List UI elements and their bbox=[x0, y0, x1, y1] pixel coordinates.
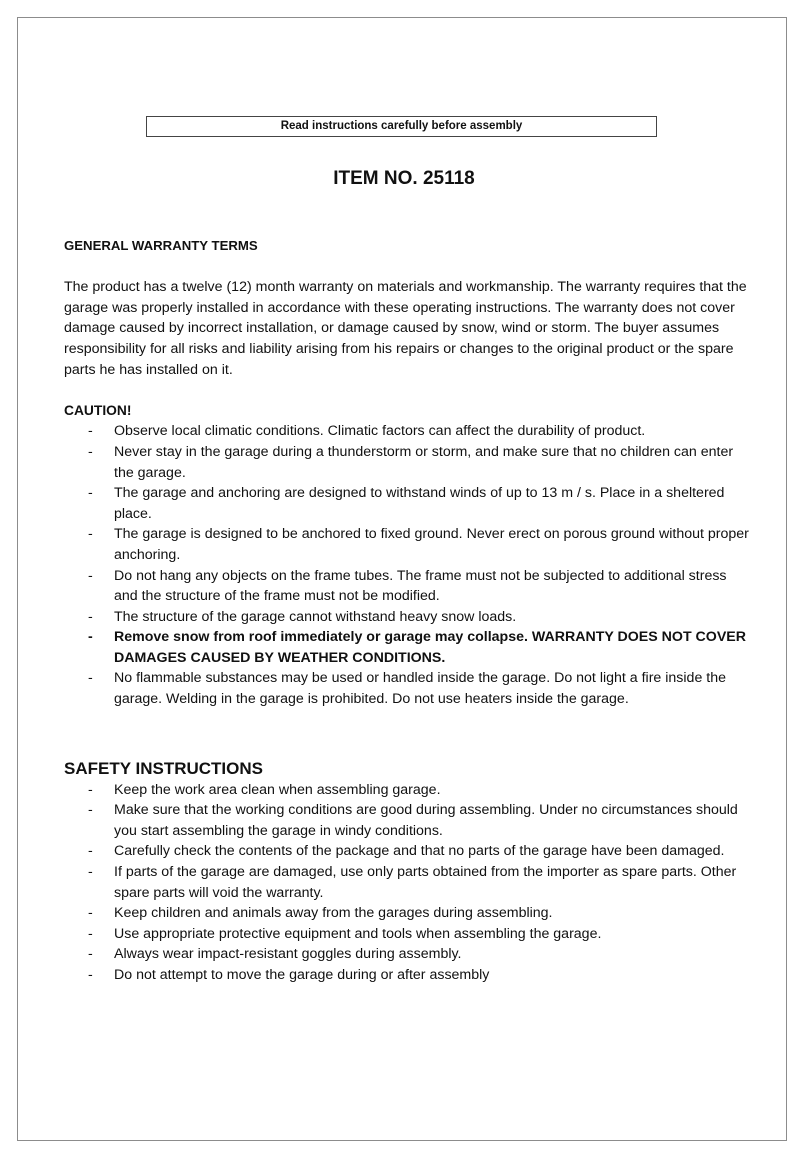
item-number-title: ITEM NO. 25118 bbox=[333, 168, 475, 189]
list-item: - Observe local climatic conditions. Climatic factors can affect the durability of product. bbox=[64, 421, 754, 442]
list-item: - Make sure that the working conditions are good during assembling. Under no circumstances should you start assembling the garage in windy conditions. bbox=[64, 800, 754, 841]
list-item: - The garage is designed to be anchored to fixed ground. Never erect on porous ground without proper anchoring. bbox=[64, 524, 754, 565]
caution-heading: CAUTION! bbox=[64, 402, 132, 418]
list-item: - Do not hang any objects on the frame tubes. The frame must not be subjected to additional stress and the structure of the frame must not be modified. bbox=[64, 566, 754, 607]
list-item: - If parts of the garage are damaged, use only parts obtained from the importer as spare parts. Other spare parts will void the warranty. bbox=[64, 862, 754, 903]
list-item: - Never stay in the garage during a thunderstorm or storm, and make sure that no children can enter the garage. bbox=[64, 442, 754, 483]
warranty-heading: GENERAL WARRANTY TERMS bbox=[64, 238, 258, 253]
list-item-weather-warning: - Remove snow from roof immediately or garage may collapse. WARRANTY DOES NOT COVER DAMAGES CAUSED BY WEATHER CONDITIONS. bbox=[64, 627, 754, 668]
list-item: - The structure of the garage cannot withstand heavy snow loads. bbox=[64, 607, 754, 628]
list-item: - Keep the work area clean when assembling garage. bbox=[64, 780, 754, 801]
safety-heading: SAFETY INSTRUCTIONS bbox=[64, 758, 263, 778]
list-item: - Carefully check the contents of the package and that no parts of the garage have been damaged. bbox=[64, 841, 754, 862]
assembly-notice-banner: Read instructions carefully before assembly bbox=[146, 116, 657, 137]
list-item: - No flammable substances may be used or handled inside the garage. Do not light a fire inside the garage. Welding in the garage is prohibited. Do not use heaters inside the garage. bbox=[64, 668, 754, 709]
safety-list bbox=[64, 780, 754, 986]
list-item: - Always wear impact-resistant goggles during assembly. bbox=[64, 944, 754, 965]
list-item: - Do not attempt to move the garage during or after assembly bbox=[64, 965, 754, 986]
caution-list bbox=[64, 421, 754, 709]
document-body bbox=[64, 236, 754, 986]
list-item: - The garage and anchoring are designed to withstand winds of up to 13 m / s. Place in a sheltered place. bbox=[64, 483, 754, 524]
warranty-paragraph: The product has a twelve (12) month warranty on materials and workmanship. The warranty requires that the garage was properly installed in accordance with these operating instructions. The warranty does not cover damage caused by incorrect installation, or damage caused by snow, wind or storm. The buyer assumes responsibility for all risks and liability arising from his repairs or changes to the original product or the spare parts he has installed on it. bbox=[64, 279, 747, 378]
list-item: - Use appropriate protective equipment and tools when assembling the garage. bbox=[64, 924, 754, 945]
list-item: - Keep children and animals away from the garages during assembling. bbox=[64, 903, 754, 924]
